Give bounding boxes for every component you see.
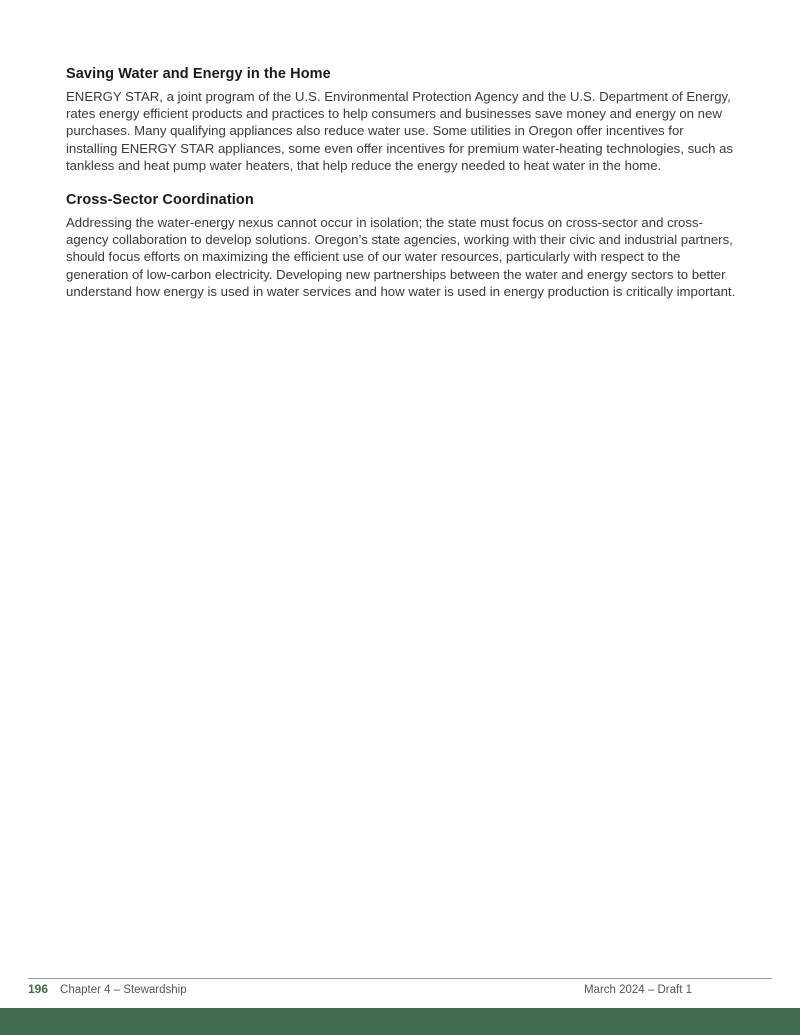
section-heading-saving-water: Saving Water and Energy in the Home [66, 66, 331, 82]
footer-green-bar [0, 1008, 800, 1035]
footer-divider [28, 978, 772, 979]
page-number: 196 [28, 982, 49, 996]
section-heading-cross-sector: Cross-Sector Coordination [66, 192, 254, 209]
footer-left [28, 982, 187, 996]
page-content [66, 66, 738, 318]
footer-chapter-label: Chapter 4 – Stewardship [60, 984, 187, 996]
section-paragraph-saving-water: ENERGY STAR, a joint program of the U.S. Environmental Protection Agency and the U.S. Department of Energy, rates energy efficient products and practices to help consumers and businesses save money and energy on new purchases. Many qualifying appliances also reduce water use. Some utilities in Oregon offer incentives for installing ENERGY STAR appliances, some even offer incentives for premium water-heating technologies, such as tankless and heat pump water heaters, that help reduce the energy needed to heat water in the home. [66, 89, 734, 173]
section-paragraph-cross-sector: Addressing the water-energy nexus cannot occur in isolation; the state must focus on cross-sector and cross-agency collaboration to develop solutions. Oregon’s state agencies, working with their civic and industrial partners, should focus efforts on maximizing the efficient use of our water resources, particularly with respect to the generation of low-carbon electricity. Developing new partnerships between the water and energy sectors to better understand how energy is used in water services and how water is used in energy production is critically important. [66, 215, 736, 299]
footer-draft-label: March 2024 – Draft 1 [583, 984, 692, 996]
page-footer [28, 982, 772, 996]
